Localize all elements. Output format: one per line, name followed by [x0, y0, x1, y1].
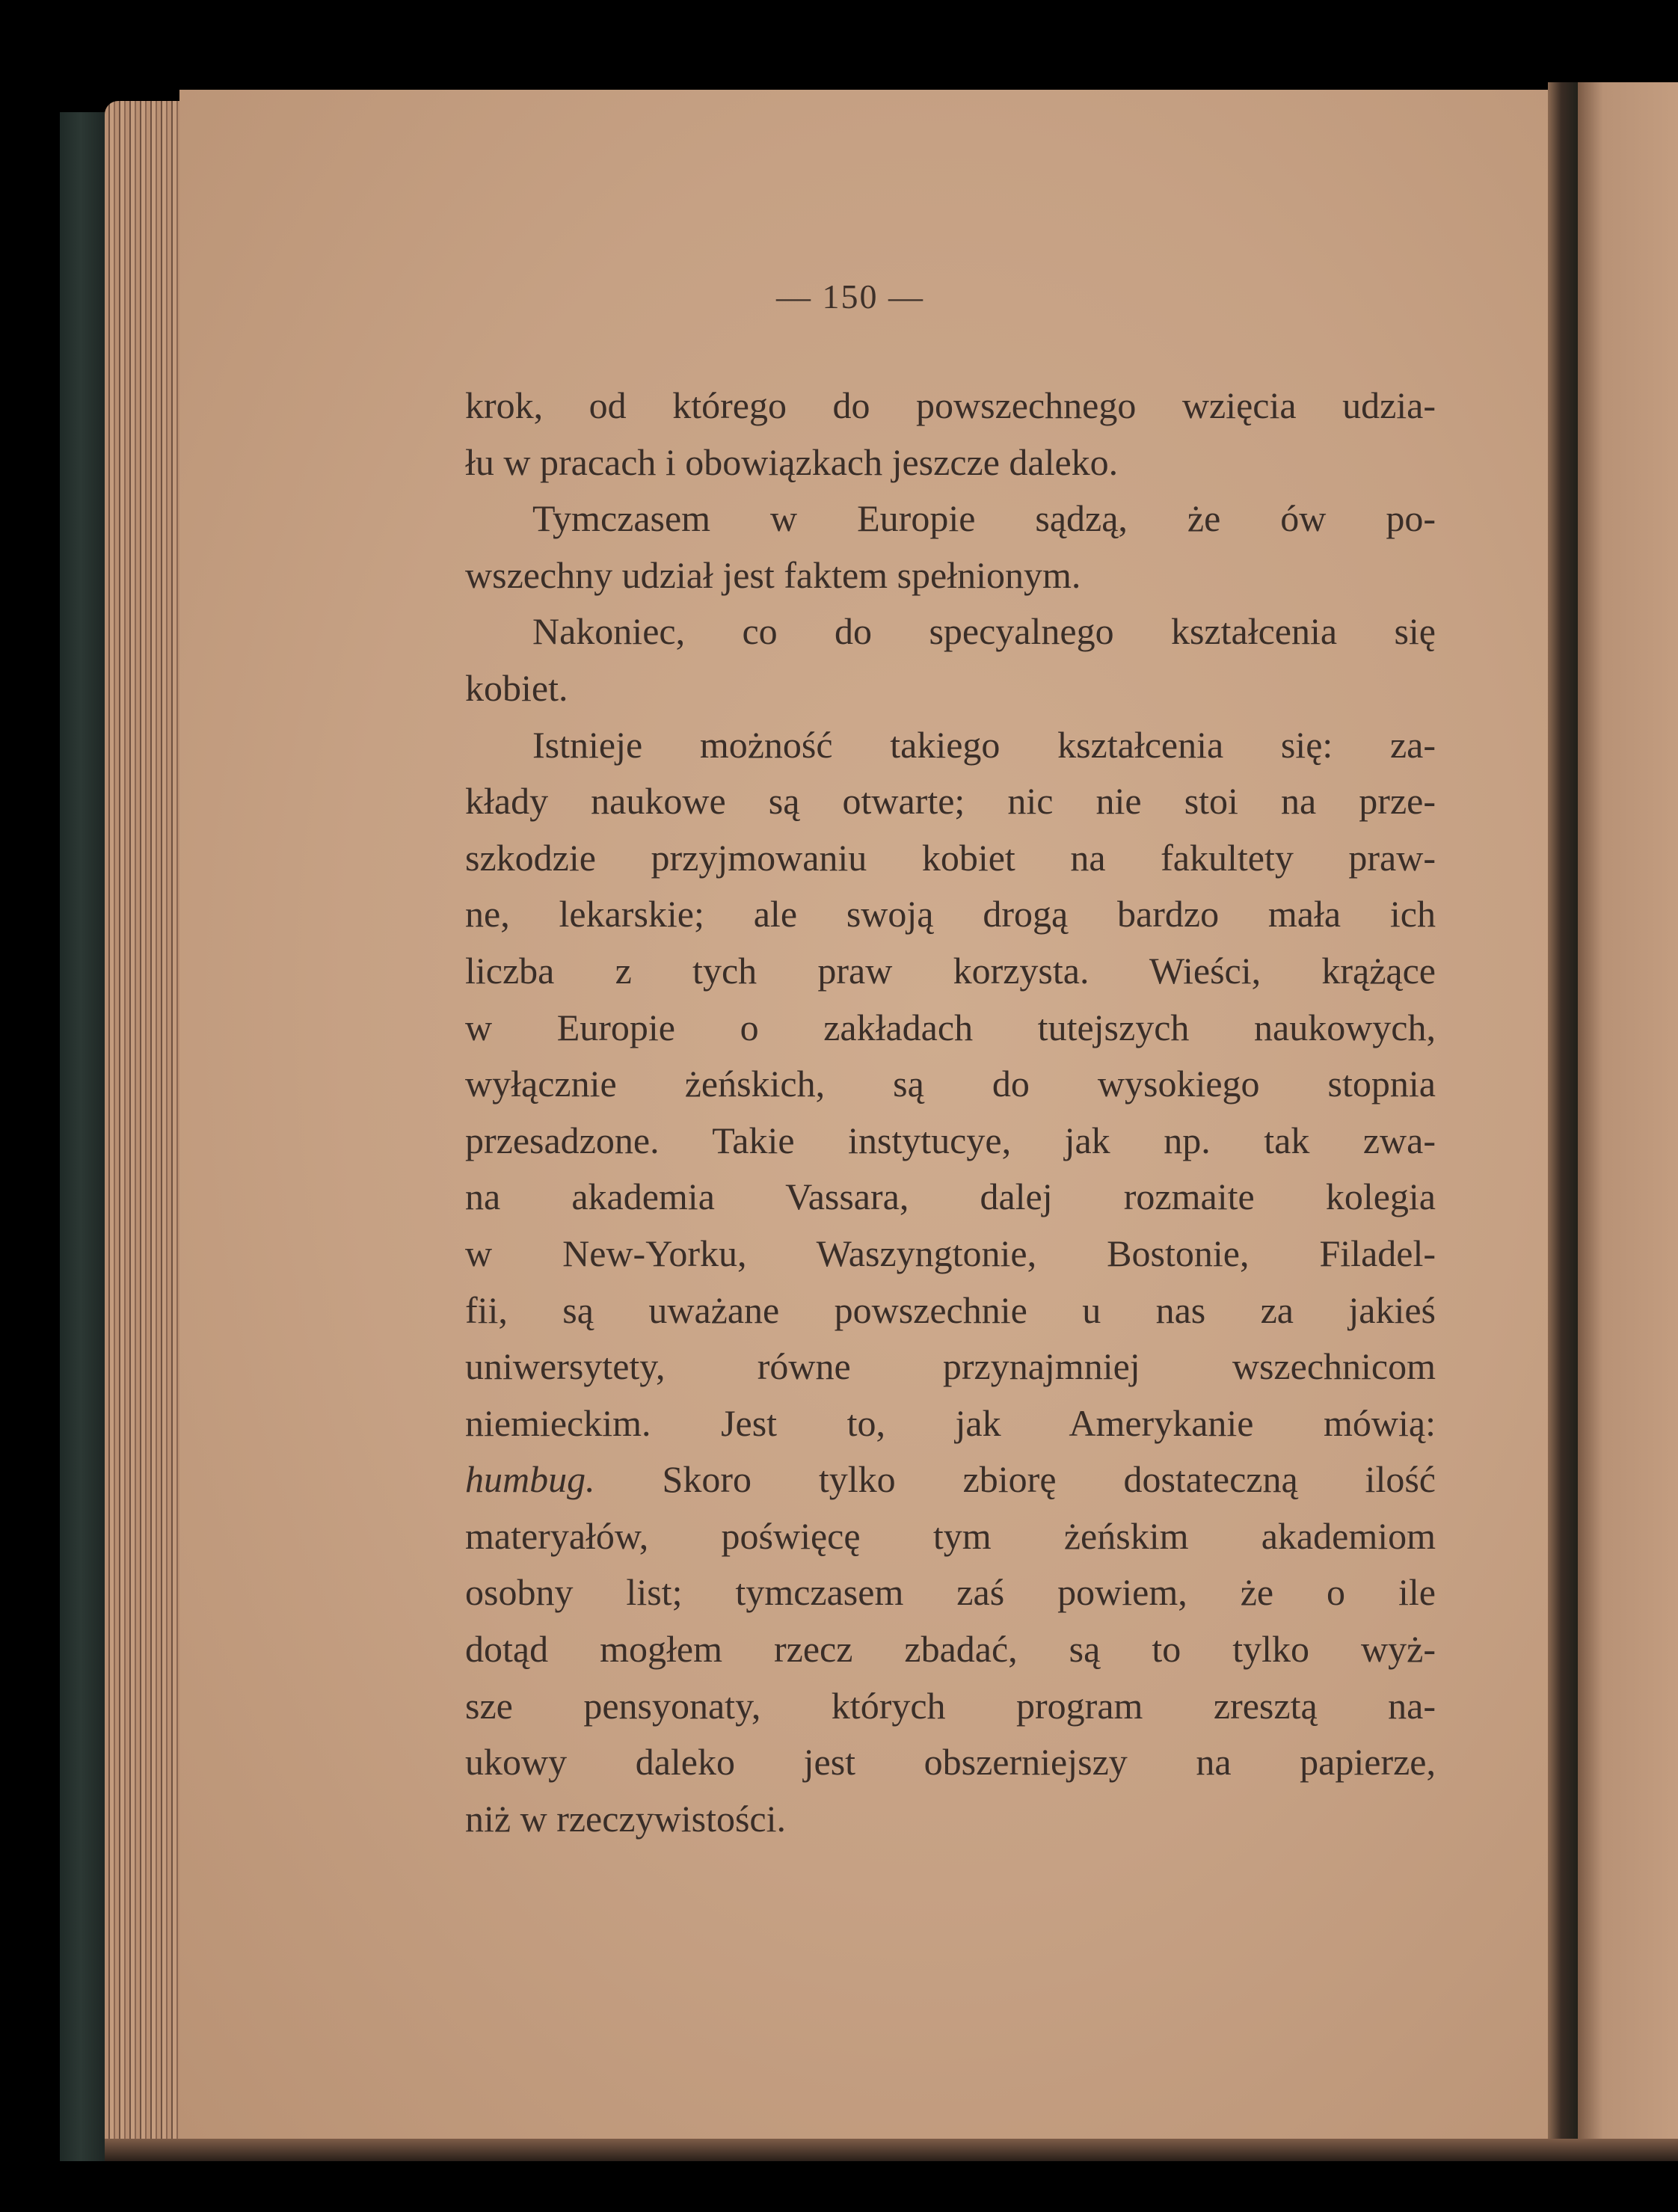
- page-gutter: [1548, 82, 1578, 2146]
- text-line: szkodzie przyjmowaniu kobiet na fakultety praw-: [465, 836, 1436, 879]
- text-line: w New-Yorku, Waszyngtonie, Bostonie, Filadel-: [465, 1232, 1436, 1274]
- text-line: Tymczasem w Europie sądzą, że ów po-: [532, 497, 1436, 540]
- bottom-edge-shadow: [105, 2139, 1678, 2161]
- page-number: — 150 —: [776, 277, 924, 316]
- text-line: kłady naukowe są otwarte; nic nie stoi na prze-: [465, 780, 1436, 823]
- text-line: liczba z tych praw korzysta. Wieści, krążące: [465, 949, 1436, 992]
- text-line: ne, lekarskie; ale swoją drogą bardzo mała ich: [465, 893, 1436, 936]
- text-line: niż w rzeczywistości.: [465, 1797, 787, 1840]
- text-line: [465, 1451, 1436, 1508]
- text-line: Istnieje możność takiego kształcenia się: za-: [532, 723, 1436, 766]
- text-line: wszechny udział jest faktem spełnionym.: [465, 553, 1081, 596]
- text-line: sze pensyonaty, których program zresztą na-: [465, 1684, 1436, 1727]
- text-line: ukowy daleko jest obszerniejszy na papierze,: [465, 1741, 1436, 1784]
- text-line: wyłącznie żeńskich, są do wysokiego stopnia: [465, 1063, 1436, 1105]
- line-text: Skoro tylko zbiorę dostateczną ilość: [594, 1458, 1436, 1501]
- text-line: niemieckim. Jest to, jak Amerykanie mówią:: [465, 1401, 1436, 1444]
- text-line: fii, są uważane powszechnie u nas za jakieś: [465, 1288, 1436, 1331]
- text-line: materyałów, poświęcę tym żeńskim akademiom: [465, 1514, 1436, 1557]
- text-line: przesadzone. Takie instytucye, jak np. tak zwa-: [465, 1119, 1436, 1161]
- text-line: łu w pracach i obowiązkach jeszcze daleko.: [465, 440, 1119, 483]
- text-line: osobny list; tymczasem zaś powiem, że o ile: [465, 1571, 1436, 1614]
- text-line: uniwersytety, równe przynajmniej wszechnicom: [465, 1345, 1436, 1388]
- text-line: Nakoniec, co do specyalnego kształcenia się: [532, 610, 1436, 653]
- text-line: kobiet.: [465, 666, 568, 709]
- text-line: dotąd mogłem rzecz zbadać, są to tylko wyż-: [465, 1628, 1436, 1671]
- italic-word: humbug.: [465, 1458, 595, 1501]
- body-text: [465, 378, 1436, 1847]
- adjacent-page-edge: [1578, 82, 1678, 2154]
- text-line: w Europie o zakładach tutejszych naukowych,: [465, 1006, 1436, 1048]
- text-line: krok, od którego do powszechnego wzięcia udzia-: [465, 384, 1436, 426]
- text-line: na akademia Vassara, dalej rozmaite kolegia: [465, 1176, 1436, 1218]
